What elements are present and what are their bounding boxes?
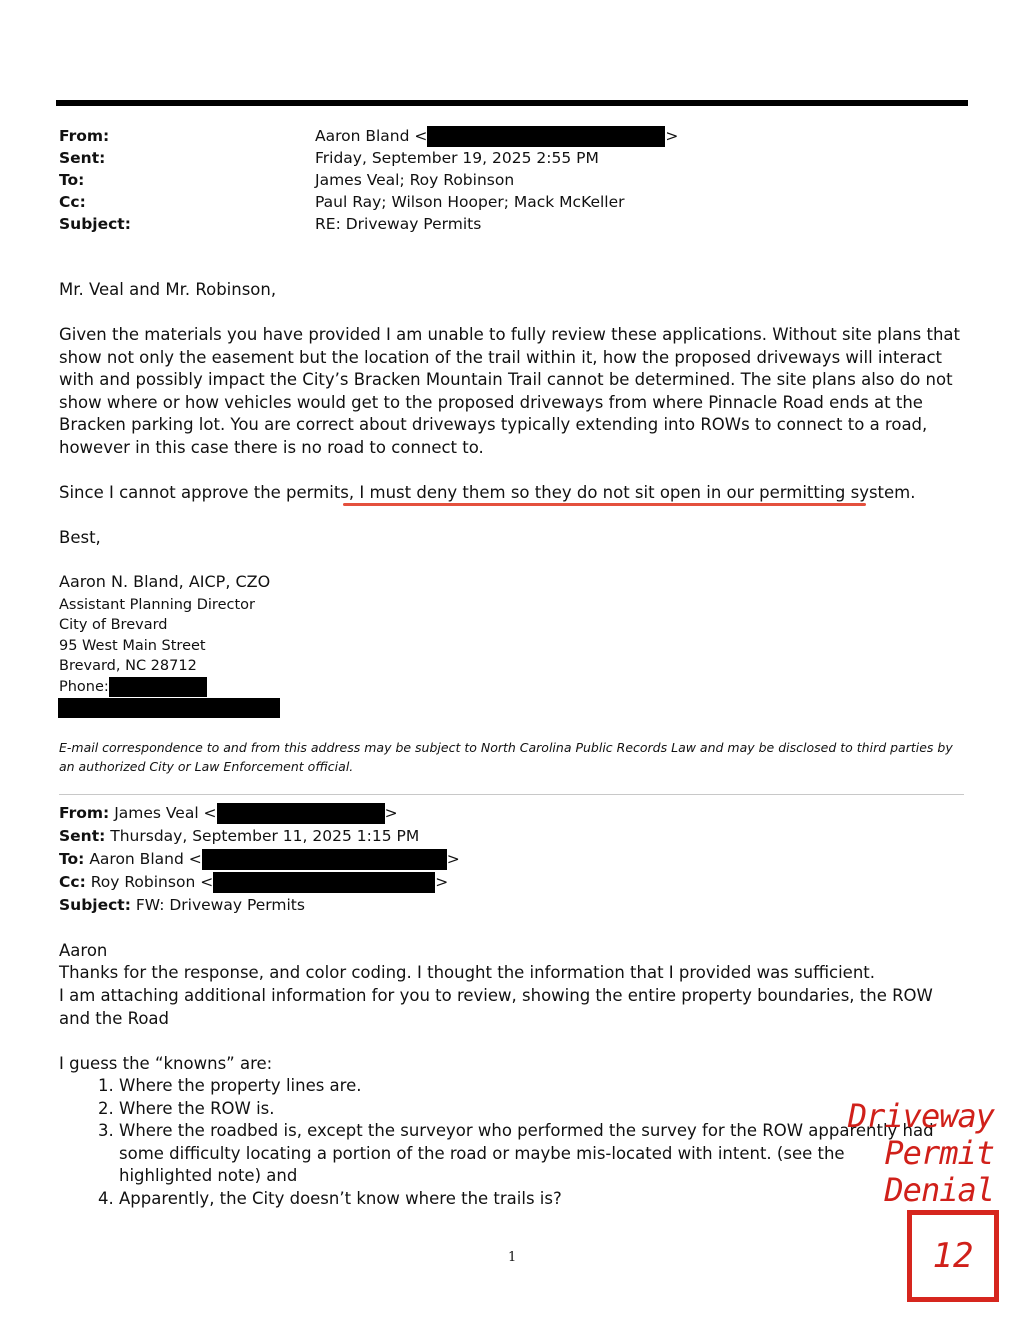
fwd-from	[59, 802, 398, 825]
cc-value: Paul Ray; Wilson Hooper; Mack McKeller	[315, 193, 625, 211]
redaction-box	[109, 677, 207, 697]
subject-value: RE: Driveway Permits	[315, 215, 482, 233]
list-item: 3. Where the roadbed is, except the surveyor who performed the survey for the ROW apparently had some difficulty locating a portion of the road or maybe mis-located with intent. (see the highlighted note) and	[119, 1120, 939, 1188]
sent-label: Sent:	[59, 149, 106, 167]
sent-value: Friday, September 19, 2025 2:55 PM	[315, 149, 599, 167]
from-close: >	[665, 127, 679, 145]
top-rule	[56, 100, 968, 106]
knowns-intro: I guess the “knowns” are:	[59, 1054, 273, 1073]
signature-name: Aaron N. Bland, AICP, CZO	[59, 572, 271, 591]
list-item: 1. Where the property lines are.	[119, 1075, 939, 1098]
divider	[59, 794, 964, 795]
fwd-subject-label: Subject:	[59, 896, 131, 914]
signature-street: 95 West Main Street	[59, 638, 206, 654]
stamp-line-1: Driveway	[847, 1097, 994, 1135]
fwd-sent-label: Sent:	[59, 827, 106, 845]
list-item: 2. Where the ROW is.	[119, 1098, 939, 1121]
fwd-cc-close: >	[435, 873, 449, 891]
cc-label: Cc:	[59, 193, 86, 211]
redaction-box	[427, 126, 665, 147]
fwd-to-close: >	[446, 850, 460, 868]
highlight-underline	[343, 503, 866, 506]
fwd-sent-value: Thursday, September 11, 2025 1:15 PM	[110, 827, 420, 845]
phone-label: Phone:	[59, 679, 109, 695]
signature-phone	[59, 677, 207, 698]
page-number: 1	[508, 1250, 517, 1265]
redaction-box	[202, 849, 447, 870]
to-value: James Veal; Roy Robinson	[315, 171, 515, 189]
subject-label: Subject:	[59, 215, 131, 233]
fwd-to-value: Aaron Bland <	[89, 850, 202, 868]
knowns-list	[59, 1075, 939, 1210]
fwd-cc-label: Cc:	[59, 873, 86, 891]
signature-city: Brevard, NC 28712	[59, 658, 197, 674]
salutation: Mr. Veal and Mr. Robinson,	[59, 280, 277, 299]
fwd-cc-value: Roy Robinson <	[90, 873, 214, 891]
redaction-box	[58, 698, 280, 718]
disclaimer: E-mail correspondence to and from this address may be subject to North Carolina Public Records Law and may be disclosed to third parties by an authorized City or Law Enforcement official.	[59, 740, 953, 774]
fwd-line-1: Thanks for the response, and color coding. I thought the information that I provided was sufficient.	[59, 963, 876, 982]
fwd-to-label: To:	[59, 850, 85, 868]
exhibit-number-box	[907, 1210, 999, 1302]
exhibit-number: 12	[932, 1236, 974, 1276]
stamp-line-3: Denial	[884, 1171, 994, 1209]
fwd-line-2: I am attaching additional information for you to review, showing the entire property boundaries, the ROW and the Road	[59, 986, 933, 1028]
stamp-line-2: Permit	[884, 1134, 994, 1172]
from-name: Aaron Bland <	[315, 127, 428, 145]
closing: Best,	[59, 528, 101, 547]
fwd-subject-value: FW: Driveway Permits	[135, 896, 305, 914]
fwd-from-label: From:	[59, 804, 110, 822]
fwd-to	[59, 848, 460, 871]
fwd-cc	[59, 871, 448, 894]
reply-paragraph-1: Given the materials you have provided I am unable to fully review these applications. Without site plans that show not only the easement but the location of the trail within it, how the proposed driveways will interact with and possibly impact the City’s Bracken Mountain Trail cannot be determined. The site plans also do not show where or how vehicles would get to the proposed driveways from where Pinnacle Road ends at the Bracken parking lot. You are correct about driveways typically extending into ROWs to connect to a road, however in this case there is no road to connect to.	[59, 325, 961, 457]
signature-org: City of Brevard	[59, 617, 168, 633]
reply-paragraph-2: Since I cannot approve the permits, I must deny them so they do not sit open in our permitting system.	[59, 483, 916, 502]
from-label: From:	[59, 127, 110, 145]
exhibit-stamp-label	[848, 1098, 994, 1209]
fwd-sent	[59, 825, 419, 848]
fwd-greeting: Aaron	[59, 941, 108, 960]
signature-title: Assistant Planning Director	[59, 597, 255, 613]
fwd-subject	[59, 894, 305, 917]
from-value	[315, 125, 678, 147]
list-item: 4. Apparently, the City doesn’t know where the trails is?	[119, 1188, 939, 1211]
fwd-from-value: James Veal <	[114, 804, 217, 822]
to-label: To:	[59, 171, 85, 189]
fwd-from-close: >	[384, 804, 398, 822]
redaction-box	[217, 803, 385, 824]
redaction-box	[213, 872, 435, 893]
